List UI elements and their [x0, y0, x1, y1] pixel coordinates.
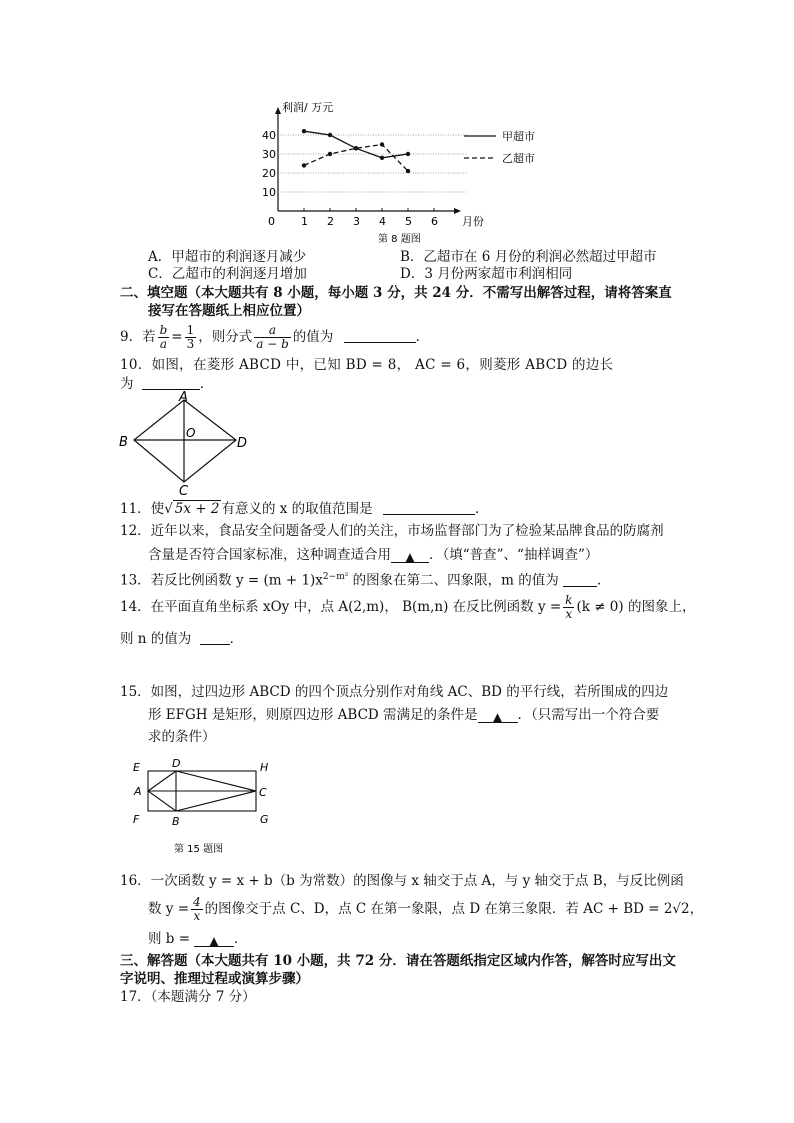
label-c: C [259, 786, 267, 799]
rhombus-figure [114, 390, 254, 498]
q9-pre: 9．若 [120, 329, 156, 345]
q16-pre2: 数 y = [148, 901, 190, 917]
question-14-line1 [120, 594, 695, 621]
question-11: 11．使√ 5x + 2 有意义的 x 的取值范围是 ． [120, 501, 489, 517]
section2-heading-line1: 二、填空题（本大题共有 8 小题，每小题 3 分，共 24 分．不需写出解答过程，请将答案直 [120, 285, 672, 301]
q9-a: a [159, 337, 168, 351]
q9-mid: ，则分式 [198, 329, 253, 345]
q15-answer-blank [478, 708, 518, 723]
y-tick-label-40: 40 [262, 129, 276, 142]
label-h: H [260, 761, 269, 774]
series-2-point-5 [406, 169, 410, 173]
chart-series [302, 129, 410, 173]
chart-caption: 第 8 题图 [378, 234, 421, 245]
chart-axes [275, 107, 461, 214]
series-1-point-5 [406, 152, 410, 156]
x-axis-arrow-icon [454, 208, 461, 214]
rectangle-quadrilateral-figure [128, 756, 278, 864]
q9-answer-blank [344, 328, 416, 343]
y-tick-label-10: 10 [262, 186, 276, 199]
q16-answer-blank [194, 932, 234, 947]
q15-line3: 求的条件） [148, 729, 216, 745]
y-tick-label-20: 20 [262, 167, 276, 180]
series-2-point-1 [302, 163, 306, 167]
q9-den: a − b [256, 337, 289, 351]
q9-three: 3 [186, 337, 195, 351]
triangle-icon: ▲ [405, 550, 415, 564]
series-1-point-4 [380, 156, 384, 160]
x-tick-label-5: 5 [405, 215, 412, 228]
q8-option-a: A．甲超市的利润逐月减少 [148, 249, 307, 265]
q16-line3 [148, 930, 248, 948]
question-13: 13．若反比例函数 $y = (m + 1)x^{2-m^2}$ 的图象在第二、四象限，m 的值为 ． [120, 572, 611, 589]
section3-heading-line1: 三、解答题（本大题共有 10 小题，共 72 分．请在答题纸指定区域内作答，解答时应写出文 [120, 953, 676, 969]
y-tick-label-30: 30 [262, 148, 276, 161]
q14-pre: 14．在平面直角坐标系 xOy 中，点 A(2,m)， B(m,n) 在反比例函数 y = [120, 599, 562, 615]
q11-pre: 11．使 [120, 501, 165, 517]
x-tick-label-6: 6 [431, 215, 438, 228]
q12-answer-blank [391, 548, 429, 563]
q9-post: 的值为 [292, 329, 334, 345]
q16-line1: 16．一次函数 y = x + b（b 为常数）的图像与 x 轴交于点 A，与 y 轴交于点 B，与反比例函 [120, 873, 684, 889]
q12-line2b: ．（填“普查”、“抽样调查”） [429, 547, 599, 563]
q16-post2: 的图像交于点 C、D，点 C 在第一象限，点 D 在第三象限．若 AC + BD = 2√2， [204, 901, 704, 917]
q14-den: x [565, 607, 573, 621]
x-tick-label-4: 4 [379, 215, 386, 228]
q15-caption: 第 15 题图 [174, 844, 224, 855]
q16-fraction [191, 896, 203, 923]
q12-line2 [148, 546, 598, 564]
triangle-icon: ▲ [492, 710, 503, 724]
rhombus-label-o: O [186, 426, 196, 440]
question-14-line2: 则 n 的值为 ． [120, 631, 244, 647]
x-tick-label-3: 3 [353, 215, 360, 228]
profit-line-chart [250, 98, 580, 248]
section2-heading-line2: 接写在答题纸上相应位置） [148, 303, 310, 319]
q15-line2b: ．（只需写出一个符合要 [517, 707, 660, 723]
label-g: G [260, 813, 269, 826]
q9-fraction-expression [254, 324, 291, 351]
chart-tick-labels [262, 129, 438, 228]
q16-num: 4 [193, 895, 201, 909]
q10-line2: 为 ． [120, 376, 214, 392]
q14-post: (k ≠ 0) 的图象上， [576, 599, 696, 615]
series-1-point-1 [302, 129, 306, 133]
rhombus-label-a: A [179, 390, 188, 405]
q10-line2-text: 为 [120, 376, 134, 392]
q15-line2 [148, 706, 659, 724]
q15-line1: 15．如图，过四边形 ABCD 的四个顶点分别作对角线 AC、BD 的平行线，若所围成的四边 [120, 684, 669, 700]
q8-option-d: D．3 月份两家超市利润相同 [400, 266, 573, 282]
chart-legend [464, 129, 535, 165]
q9-one: 1 [186, 323, 195, 337]
chart-xlabel: 月份 [462, 215, 484, 228]
chart-gridlines [278, 135, 468, 192]
q13-pre: 13．若反比例函数 y = (m + 1)x [120, 572, 323, 589]
chart-origin: 0 [268, 215, 275, 228]
rhombus-label-c: C [179, 484, 189, 498]
q12-line1: 12．近年以来，食品安全问题备受人们的关注，市场监督部门为了检验某品牌食品的防腐剂 [120, 523, 664, 539]
label-b: B [172, 815, 180, 828]
q16-den: x [193, 909, 201, 923]
rhombus-label-d: D [237, 436, 248, 451]
q9-fraction-b-over-a [158, 324, 170, 351]
q12-line2a: 含量是否符合国家标准，这种调查适合用 [148, 547, 391, 563]
q8-option-b: B．乙超市在 6 月份的利润必然超过甲超市 [400, 249, 657, 265]
label-a: A [134, 785, 142, 798]
q14-answer-blank [200, 630, 230, 645]
label-f: F [133, 813, 140, 826]
rhombus-label-b: B [119, 435, 128, 450]
q10-answer-blank [142, 375, 200, 390]
series-2-point-2 [328, 152, 332, 156]
q16-line2 [148, 896, 703, 923]
q9-equals: = [171, 329, 183, 345]
chart-ylabel: 利润/ 万元 [282, 101, 334, 114]
q11-post: 有意义的 x 的取值范围是 [221, 501, 373, 517]
question-9: 9．若 $\frac{b}{a}$ = $\frac{1}{3}$ ，则分式 $\frac{a}{a - b}$ 的值为 ． [120, 323, 430, 351]
q15-line2a: 形 EFGH 是矩形，则原四边形 ABCD 需满足的条件是 [148, 707, 478, 723]
sqrt-icon: √ [164, 501, 173, 517]
q14-fraction [563, 594, 574, 621]
question-17: 17．（本题满分 7 分） [120, 989, 256, 1005]
label-d: D [172, 757, 181, 770]
q16-line3b: ． [234, 931, 248, 947]
y-axis-arrow-icon [275, 107, 281, 114]
rhombus-outline [134, 400, 236, 482]
series-2-point-3 [354, 146, 358, 150]
q8-option-c: C．乙超市的利润逐月增加 [148, 266, 307, 282]
series-1-point-2 [328, 133, 332, 137]
section3-heading-line2: 字说明、推理过程或演算步骤） [120, 971, 309, 987]
q13-post: 的图象在第二、四象限，m 的值为 [348, 572, 559, 589]
x-tick-label-1: 1 [301, 215, 308, 228]
x-tick-label-2: 2 [327, 215, 334, 228]
q10-line1: 10．如图，在菱形 ABCD 中，已知 BD = 8， AC = 6，则菱形 ABCD 的边长 [120, 357, 614, 373]
q14-line2-text: 则 n 的值为 [120, 631, 192, 647]
q14-num: k [565, 593, 573, 607]
q9-fraction-one-third [185, 324, 197, 351]
legend-series-1: 甲超市 [502, 130, 535, 143]
legend-series-2: 乙超市 [502, 152, 535, 165]
q9-b: b [159, 323, 168, 337]
triangle-icon: ▲ [209, 934, 219, 948]
q11-radicand: 5x + 2 [174, 501, 220, 517]
label-e: E [133, 761, 140, 774]
q13-exponent: 2−m² [322, 572, 349, 582]
q9-num: a [254, 324, 291, 338]
series-2-point-4 [380, 142, 384, 146]
q13-answer-blank [563, 572, 597, 587]
q16-line3a: 则 b = [148, 931, 191, 947]
q11-answer-blank [383, 500, 475, 515]
